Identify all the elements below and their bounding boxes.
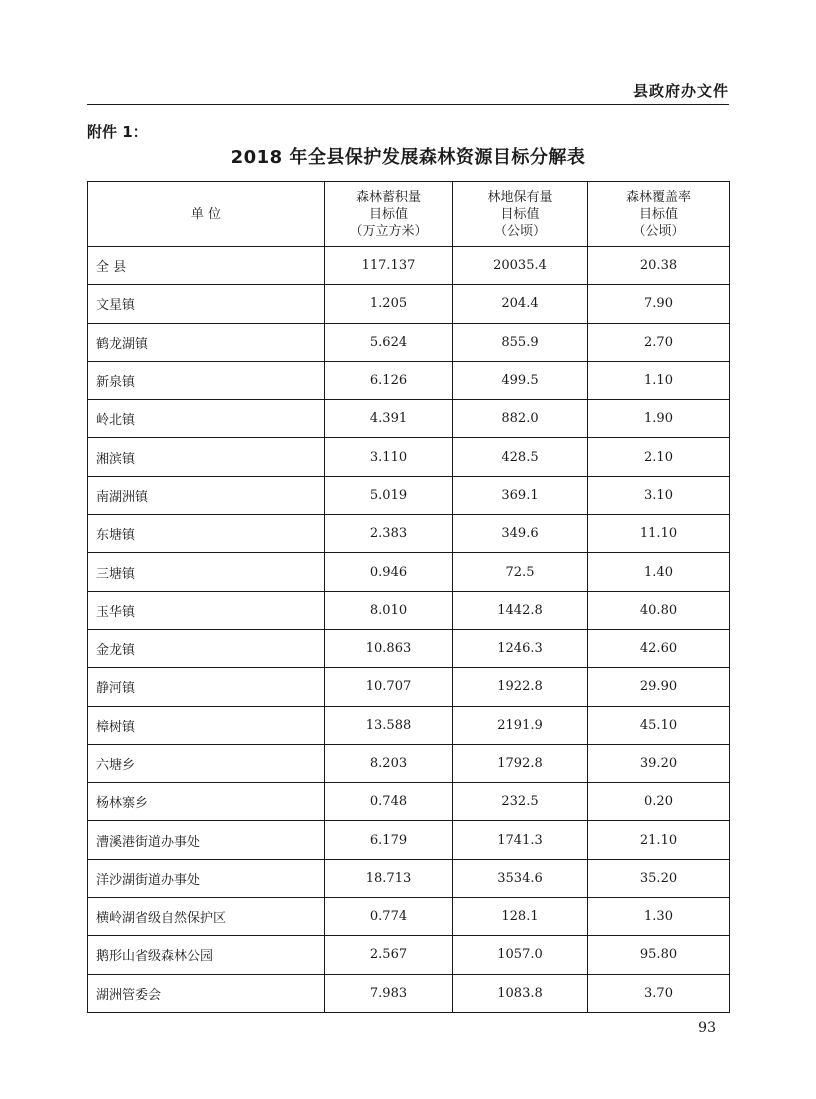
table-row <box>88 936 730 974</box>
page-number: 93 <box>698 1020 716 1036</box>
cell-unit: 三塘镇 <box>88 553 325 591</box>
cell-land: 2191.9 <box>453 706 588 744</box>
cell-volume: 10.863 <box>325 629 453 667</box>
cell-volume: 18.713 <box>325 859 453 897</box>
cell-land: 128.1 <box>453 898 588 936</box>
cell-unit: 鹤龙湖镇 <box>88 323 325 361</box>
cell-volume: 8.010 <box>325 591 453 629</box>
cell-unit: 樟树镇 <box>88 706 325 744</box>
cell-unit: 岭北镇 <box>88 400 325 438</box>
cell-coverage: 3.10 <box>588 476 730 514</box>
table-row <box>88 285 730 323</box>
document-title: 2018 年全县保护发展森林资源目标分解表 <box>230 147 586 168</box>
cell-volume: 4.391 <box>325 400 453 438</box>
header-unit <box>88 182 325 247</box>
cell-volume: 7.983 <box>325 974 453 1012</box>
header-coverage-line-2: 目标值 <box>638 206 678 222</box>
table-row <box>88 247 730 285</box>
cell-land: 1922.8 <box>453 668 588 706</box>
table-row <box>88 974 730 1012</box>
table-row <box>88 438 730 476</box>
cell-volume: 6.179 <box>325 821 453 859</box>
table-row <box>88 821 730 859</box>
cell-coverage: 1.30 <box>588 898 730 936</box>
cell-unit: 湘滨镇 <box>88 438 325 476</box>
cell-volume: 0.946 <box>325 553 453 591</box>
cell-coverage: 11.10 <box>588 515 730 553</box>
header-forest-land <box>453 182 588 247</box>
table-row <box>88 706 730 744</box>
cell-coverage: 95.80 <box>588 936 730 974</box>
cell-land: 855.9 <box>453 323 588 361</box>
cell-land: 72.5 <box>453 553 588 591</box>
cell-land: 1792.8 <box>453 744 588 782</box>
cell-coverage: 45.10 <box>588 706 730 744</box>
table-row <box>88 323 730 361</box>
cell-land: 1741.3 <box>453 821 588 859</box>
table-header <box>88 182 730 247</box>
cell-unit: 全 县 <box>88 247 325 285</box>
cell-land: 349.6 <box>453 515 588 553</box>
cell-volume: 117.137 <box>325 247 453 285</box>
header-volume-line-2: 目标值 <box>368 206 408 222</box>
cell-land: 3534.6 <box>453 859 588 897</box>
table-row <box>88 361 730 399</box>
cell-coverage: 35.20 <box>588 859 730 897</box>
cell-land: 1442.8 <box>453 591 588 629</box>
header-forest-coverage <box>588 182 730 247</box>
cell-coverage: 21.10 <box>588 821 730 859</box>
cell-coverage: 20.38 <box>588 247 730 285</box>
table-row <box>88 476 730 514</box>
cell-land: 204.4 <box>453 285 588 323</box>
cell-unit: 六塘乡 <box>88 744 325 782</box>
cell-unit: 金龙镇 <box>88 629 325 667</box>
cell-unit: 南湖洲镇 <box>88 476 325 514</box>
header-land-line-3: （公顷） <box>493 223 546 239</box>
cell-volume: 1.205 <box>325 285 453 323</box>
cell-volume: 2.567 <box>325 936 453 974</box>
cell-coverage: 39.20 <box>588 744 730 782</box>
header-unit-label: 单 位 <box>190 206 222 222</box>
table-header-row <box>88 182 730 247</box>
cell-volume: 3.110 <box>325 438 453 476</box>
table-row <box>88 783 730 821</box>
cell-land: 499.5 <box>453 361 588 399</box>
cell-unit: 湖洲管委会 <box>88 974 325 1012</box>
cell-land: 1057.0 <box>453 936 588 974</box>
cell-coverage: 3.70 <box>588 974 730 1012</box>
cell-coverage: 1.10 <box>588 361 730 399</box>
cell-volume: 0.774 <box>325 898 453 936</box>
cell-unit: 文星镇 <box>88 285 325 323</box>
cell-coverage: 2.70 <box>588 323 730 361</box>
header-volume-line-1: 森林蓄积量 <box>355 189 421 205</box>
table-row <box>88 898 730 936</box>
cell-unit: 横岭湖省级自然保护区 <box>88 898 325 936</box>
cell-volume: 5.019 <box>325 476 453 514</box>
cell-unit: 杨林寨乡 <box>88 783 325 821</box>
cell-land: 428.5 <box>453 438 588 476</box>
cell-volume: 8.203 <box>325 744 453 782</box>
table-row <box>88 744 730 782</box>
cell-land: 369.1 <box>453 476 588 514</box>
cell-unit: 鹅形山省级森林公园 <box>88 936 325 974</box>
header-coverage-line-3: （公顷） <box>632 223 685 239</box>
cell-land: 20035.4 <box>453 247 588 285</box>
header-land-line-2: 目标值 <box>500 206 540 222</box>
cell-volume: 5.624 <box>325 323 453 361</box>
cell-coverage: 1.90 <box>588 400 730 438</box>
cell-unit: 静河镇 <box>88 668 325 706</box>
attachment-label: 附件 1： <box>87 123 148 141</box>
table-row <box>88 668 730 706</box>
table-body <box>88 247 730 1013</box>
cell-land: 1246.3 <box>453 629 588 667</box>
table-row <box>88 629 730 667</box>
cell-coverage: 29.90 <box>588 668 730 706</box>
cell-coverage: 40.80 <box>588 591 730 629</box>
cell-land: 882.0 <box>453 400 588 438</box>
table-row <box>88 859 730 897</box>
header-volume-line-3: （万立方米） <box>349 223 428 239</box>
cell-volume: 10.707 <box>325 668 453 706</box>
cell-volume: 2.383 <box>325 515 453 553</box>
header-divider <box>87 104 729 105</box>
cell-coverage: 2.10 <box>588 438 730 476</box>
header-coverage-line-1: 森林覆盖率 <box>625 189 691 205</box>
cell-volume: 13.588 <box>325 706 453 744</box>
cell-land: 1083.8 <box>453 974 588 1012</box>
cell-coverage: 7.90 <box>588 285 730 323</box>
table-row <box>88 553 730 591</box>
cell-land: 232.5 <box>453 783 588 821</box>
cell-coverage: 1.40 <box>588 553 730 591</box>
cell-unit: 漕溪港街道办事处 <box>88 821 325 859</box>
cell-unit: 东塘镇 <box>88 515 325 553</box>
cell-coverage: 42.60 <box>588 629 730 667</box>
cell-unit: 洋沙湖街道办事处 <box>88 859 325 897</box>
cell-volume: 6.126 <box>325 361 453 399</box>
running-header: 县政府办文件 <box>632 82 729 100</box>
cell-coverage: 0.20 <box>588 783 730 821</box>
header-forest-volume <box>325 182 453 247</box>
table-row <box>88 515 730 553</box>
table-row <box>88 591 730 629</box>
forest-target-table <box>87 181 730 1013</box>
cell-unit: 玉华镇 <box>88 591 325 629</box>
cell-volume: 0.748 <box>325 783 453 821</box>
header-land-line-1: 林地保有量 <box>487 189 553 205</box>
cell-unit: 新泉镇 <box>88 361 325 399</box>
table-row <box>88 400 730 438</box>
